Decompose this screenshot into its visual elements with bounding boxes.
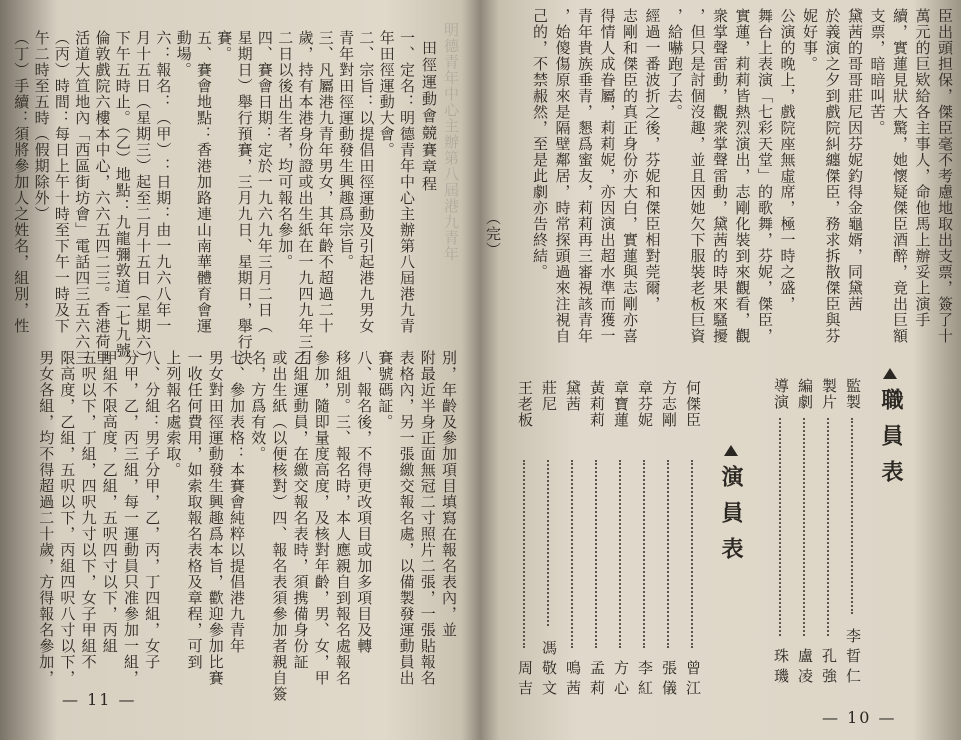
text-column: 一收任何費用，如索取報名表格及章程，可到 bbox=[185, 350, 204, 670]
text-column: 附最近半身正面無冠二寸照片二張，一張貼報名 bbox=[418, 350, 437, 686]
text-column: 一、定名：明德青年中心主辦第八屆港九青 bbox=[398, 30, 416, 334]
text-column: （丙）時間：每日上午十時至下午一時及下 bbox=[52, 30, 71, 334]
text-column: 五呎以下，丁組，四呎九寸以下，女子甲組不 bbox=[79, 350, 98, 670]
roster-name: 李紅 bbox=[636, 660, 654, 700]
text-column: 八、報名後，不得更改項目或加多項目及轉 bbox=[355, 350, 374, 654]
roster-name: 方心 bbox=[612, 660, 630, 700]
text-column: 八、分組：男子分甲，乙，丙，丁四組，女子 bbox=[143, 350, 162, 670]
text-column: 或出生紙（以便核對）四、報名表須參加者親自簽 bbox=[270, 350, 289, 702]
roster-name: 盧凌 bbox=[796, 648, 814, 688]
text-column: 萬元的巨欵給各主事人，命他馬上辦妥上演手 bbox=[913, 8, 932, 328]
text-column: 二、宗旨：以提倡田徑運動及引起港九男女 bbox=[357, 30, 376, 334]
text-column: 得情人成眷屬，莉莉妮，亦因演出超水準而獲一 bbox=[598, 8, 617, 344]
roster-name: 珠璣 bbox=[772, 648, 790, 688]
roster-name: 鳴茜 bbox=[564, 660, 582, 700]
left-page bbox=[0, 0, 478, 740]
text-column: 甲組不限高度，乙組，五呎四寸以下，丙組 bbox=[100, 350, 119, 654]
leader-dots bbox=[851, 418, 853, 614]
roster-name: 周吉 bbox=[516, 660, 534, 700]
text-column: 續，實蓮見狀大驚，她懷疑傑臣酒醉，竟出巨額 bbox=[891, 8, 909, 344]
text-column: ，始傻傷原來是隔壁鄰居，時常探頭過來注視自 bbox=[553, 8, 572, 344]
text-column: 六：報名：（甲）：日期：由一九六八年一 bbox=[154, 30, 173, 334]
page-number-left: — 11 — bbox=[62, 690, 137, 709]
roster-name: 李晢仁 bbox=[844, 628, 862, 688]
text-column: 於義演之夕到戲院糾纏傑臣，務求拆散傑臣與芬 bbox=[823, 8, 842, 344]
text-column: 三、凡屬港九青年男女，其年齡不超過二十 bbox=[316, 30, 335, 334]
leader-dots bbox=[571, 460, 573, 648]
leader-dots bbox=[523, 460, 525, 648]
roster-role: 何傑臣 bbox=[684, 380, 702, 428]
roster-role: 製片 bbox=[820, 378, 838, 410]
text-column: 分甲，乙，丙三組，每一運動員只准參加一組， bbox=[122, 350, 140, 686]
roster-name: 孔強 bbox=[820, 648, 838, 688]
roster-name: 曾江 bbox=[684, 660, 702, 700]
leader-dots bbox=[827, 418, 829, 636]
text-column: 別，年齡及參加項目填寫在報名表內，並 bbox=[440, 350, 458, 638]
text-column: ，給嚇跑了去。 bbox=[666, 8, 684, 120]
text-column: 妮好事。 bbox=[801, 8, 819, 72]
text-column: 下午五時止。（乙）地點：九龍彌敦道二七九號 bbox=[113, 30, 132, 359]
text-column: 舞台上表演「七彩天堂」的歌舞，芬妮，傑臣， bbox=[756, 8, 774, 344]
text-column: 賽。 bbox=[215, 30, 234, 62]
bleed-through-heading: 明德青年中心主辦第八屆港九青年 bbox=[442, 22, 460, 262]
text-column: 志剛和傑臣的真正身份亦大白，實蓮與志剛亦喜 bbox=[621, 8, 639, 344]
text-column: 青年貴族垂青，懇爲蜜友，莉莉再三審視該青年 bbox=[576, 8, 594, 344]
text-column: 七、參加表格：本賽會純粹以提倡港九青年 bbox=[228, 350, 246, 654]
roster-role: 監製 bbox=[844, 378, 862, 410]
roster-role: 章寶蓮 bbox=[612, 380, 630, 428]
text-column: 黛茜的哥哥莊尼因芬妮釣得金龜婿，同黛茜 bbox=[846, 8, 864, 312]
text-column: 上列報名處索取。 bbox=[164, 350, 183, 478]
cast-table-title: 演員表 bbox=[718, 465, 744, 573]
roster-role: 編劇 bbox=[796, 378, 814, 410]
text-column: ，但只是討個沒趣，並且因她欠下服裝老板巨資 bbox=[688, 8, 707, 344]
leader-dots bbox=[547, 460, 549, 626]
text-column: 賽號碼証。 bbox=[376, 350, 395, 430]
text-column: 動場。 bbox=[174, 30, 193, 78]
text-column: 參加，隨即量度高度，及核對年齡，男、女，甲 bbox=[312, 350, 331, 686]
leader-dots bbox=[667, 460, 669, 648]
text-column: 午二時至五時（假期除外） bbox=[32, 30, 51, 222]
staff-title-marker-icon bbox=[883, 368, 897, 379]
roster-role: 王老板 bbox=[516, 380, 534, 428]
roster-role: 黛茜 bbox=[564, 380, 582, 412]
leader-dots bbox=[691, 460, 693, 648]
text-column: 實蓮，莉莉皆熱烈演出，志剛化裝到來觀看，觀 bbox=[733, 8, 752, 344]
roster-role: 導演 bbox=[772, 378, 790, 410]
text-column: 月十五日（星期三）起至二月十五日（星期六） bbox=[134, 30, 153, 366]
roster-name: 張儀 bbox=[660, 660, 678, 700]
text-column: （丁）手續：須將參加人之姓名，組別，性 bbox=[12, 30, 31, 334]
text-column: 五、賽會地點：香港加路連山南華體育會運 bbox=[195, 30, 213, 334]
text-column: 移組別。三、報名時，本人應親自到報名處報名 bbox=[334, 350, 352, 686]
text-column: 青年對田徑運動發生興趣爲宗旨。 bbox=[337, 30, 356, 270]
text-column: 限高度，乙組，五呎以下，丙組四呎八寸以下， bbox=[58, 350, 77, 686]
text-column: 經過一番波折之後，芬妮和傑臣相對莞爾， bbox=[643, 8, 662, 312]
roster-role: 方志剛 bbox=[660, 380, 678, 428]
staff-table-title: 職員表 bbox=[878, 388, 904, 496]
text-column: 支票，暗暗叫苦。 bbox=[868, 8, 887, 136]
right-page bbox=[484, 0, 961, 740]
roster-name: 馮敬文 bbox=[540, 640, 558, 700]
text-column: 臣出頭担保，傑臣毫不考慮地取出支票，簽了十 bbox=[936, 8, 954, 344]
text-column: 名，方爲有效。 bbox=[249, 350, 268, 462]
regulations-title: 田徑運動會競賽章程 bbox=[420, 40, 438, 193]
text-column: 四、賽會日期：定於一九六九年三月二日（ bbox=[255, 30, 274, 334]
text-column: 公演的晚上，戲院座無虛席，極一時之盛， bbox=[778, 8, 797, 312]
text-column: 己的，不禁赧然，至是此劇亦告終結。 bbox=[531, 8, 549, 280]
end-mark: （完） bbox=[484, 210, 502, 258]
cast-title-marker-icon bbox=[724, 445, 738, 456]
roster-role: 莊尼 bbox=[540, 380, 558, 412]
text-column: 二日以後出生者，均可報名參加。 bbox=[276, 30, 295, 270]
text-column: 年田徑運動大會。 bbox=[377, 30, 396, 158]
text-column: 表格內，另一張繳交報名處，以備製發運動員出 bbox=[397, 350, 416, 686]
text-column: 乙組運動員，在繳交報名表時，須携備身份証 bbox=[291, 350, 310, 670]
text-column: 衆掌聲雷動，觀衆掌聲雷動，黛茜的時果來騷擾 bbox=[711, 8, 729, 344]
text-column: 歲，持有本港身份證或出生紙在一九四九年三月 bbox=[296, 30, 315, 366]
leader-dots bbox=[595, 460, 597, 648]
roster-role: 黃莉莉 bbox=[588, 380, 606, 428]
text-column: 倫敦戲院六樓本中心，六六五四二三。香港荷里 bbox=[93, 30, 112, 366]
text-column: 活道大笪地內「西區街坊會」電話四三五六六三 bbox=[73, 30, 92, 366]
leader-dots bbox=[779, 418, 781, 636]
leader-dots bbox=[803, 418, 805, 636]
roster-name: 孟莉 bbox=[588, 660, 606, 700]
text-column: 男女對田徑運動發生興趣爲本旨，歡迎參加比賽 bbox=[206, 350, 225, 686]
leader-dots bbox=[619, 460, 621, 648]
text-column: 星期日）舉行預賽，三月九日、星期日，舉行決 bbox=[235, 30, 254, 366]
leader-dots bbox=[643, 460, 645, 648]
text-column: 男女各組，均不得超過二十歲，方得報名參加， bbox=[37, 350, 56, 686]
roster-role: 章芬妮 bbox=[636, 380, 654, 428]
page-number-right: — 10 — bbox=[822, 708, 897, 727]
